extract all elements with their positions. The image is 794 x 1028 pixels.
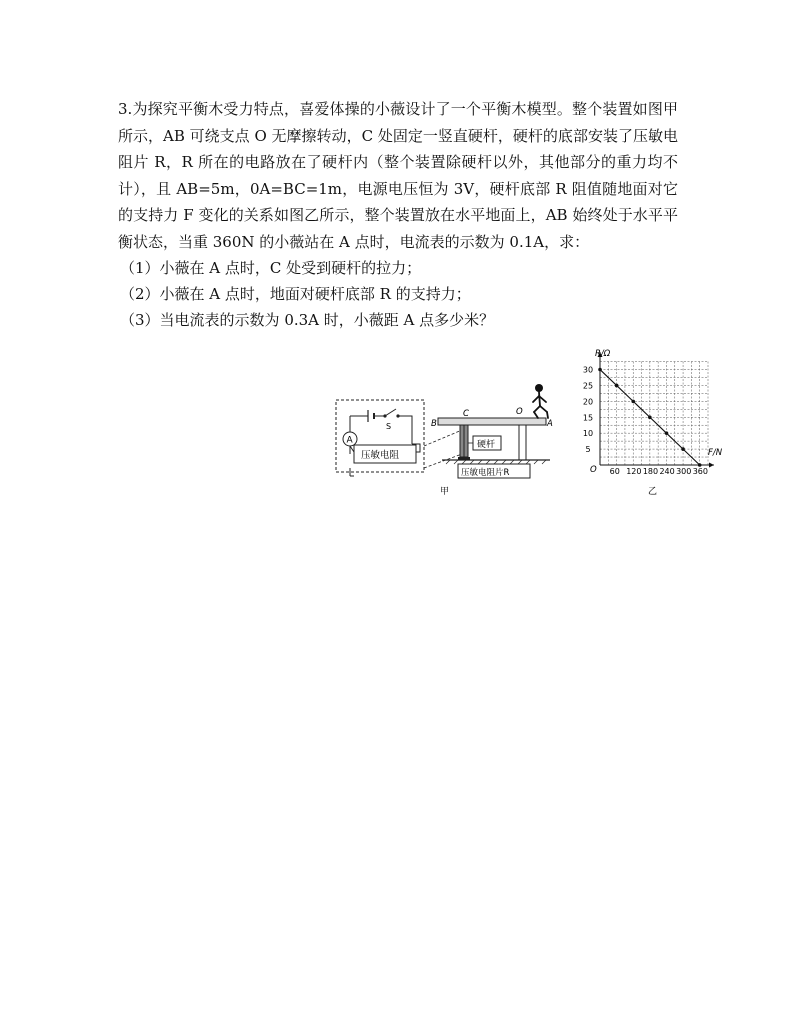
figure-jia <box>336 384 553 497</box>
chart-y-tick-label: 25 <box>582 381 594 391</box>
figure-jia-caption: 甲 <box>440 487 450 497</box>
connector-line-upper <box>424 430 462 446</box>
chart-grid <box>600 360 708 465</box>
chart-data-point <box>698 463 702 467</box>
chart-data-point <box>665 431 669 435</box>
chart-ticks <box>583 366 708 476</box>
figure-yi-chart <box>583 349 723 497</box>
resistor-box-label: 压敏电阻 <box>361 450 400 461</box>
chart-y-tick-label: 20 <box>582 397 594 407</box>
ground-hatch <box>446 460 546 464</box>
switch-lever <box>385 409 396 416</box>
chart-y-axis-label: R/Ω <box>595 349 611 359</box>
connector-line-lower <box>424 454 462 468</box>
chart-y-tick-label: 30 <box>582 365 594 375</box>
point-b-label: B <box>431 419 437 429</box>
chart-y-tick-label: 5 <box>585 445 591 455</box>
chart-x-axis-label: F/N <box>708 448 723 458</box>
chart-x-tick-label: 360 <box>692 467 708 476</box>
chart-x-tick-label: 240 <box>659 467 675 476</box>
girl-figure <box>533 384 548 418</box>
chart-origin-label: O <box>590 465 597 475</box>
question-2: （2）小薇在 A 点时，地面对硬杆底部 R 的支持力； <box>120 285 471 303</box>
figure-yi-caption: 乙 <box>648 487 658 497</box>
figure-svg <box>330 342 740 502</box>
pivot-support <box>519 425 526 460</box>
question-3: （3）当电流表的示数为 0.3A 时，小薇距 A 点多少米？ <box>120 311 495 329</box>
point-a-label: A <box>547 419 553 429</box>
chart-x-tick-label: 60 <box>609 467 620 476</box>
chart-x-tick-label: 120 <box>626 467 642 476</box>
chart-x-tick-label: 300 <box>676 467 692 476</box>
problem-block <box>118 96 678 333</box>
rod-label: 硬杆 <box>477 440 496 450</box>
question-1: （1）小薇在 A 点时，C 处受到硬杆的拉力； <box>120 259 422 277</box>
chart-data-point <box>648 415 652 419</box>
point-c-label: C <box>463 409 469 419</box>
figure-area <box>330 342 740 502</box>
chart-data-point <box>615 384 619 388</box>
chart-x-tick-label: 180 <box>642 467 659 476</box>
point-o-label: O <box>516 407 523 417</box>
circuit-wire-right <box>398 416 412 444</box>
beam-ab <box>438 418 546 425</box>
problem-intro: 3.为探究平衡木受力特点，喜爱体操的小薇设计了一个平衡木模型。整个装置如图甲所示，AB 可绕支点 O 无摩擦转动，C 处固定一竖直硬杆，硬杆的底部安装了压敏电阻片 R，R 所在的电路放在了硬杆内（整个装置除硬杆以外，其他部分的重力均不计），且 AB=5m，0A=BC=1m，电源电压恒为 3V，硬杆底部 R 阻值随地面对它的支持力 F 变化的关系如图乙所示，整个装置放在水平地面上，AB 始终处于水平平衡状态，当重 360N 的小薇站在 A 点时，电流表的示数为 0.1A，求： <box>118 100 678 251</box>
ammeter-label: A <box>346 435 353 446</box>
chart-data-point <box>681 447 685 451</box>
chart-data-point <box>598 368 602 372</box>
chart-y-tick-label: 10 <box>582 429 594 439</box>
chart-data-point <box>631 400 635 404</box>
switch-label: S <box>386 422 392 431</box>
chart-y-tick-label: 15 <box>582 413 594 423</box>
sensor-label: 压敏电阻片R <box>461 468 510 478</box>
chart-x-axis-arrow <box>709 463 714 468</box>
